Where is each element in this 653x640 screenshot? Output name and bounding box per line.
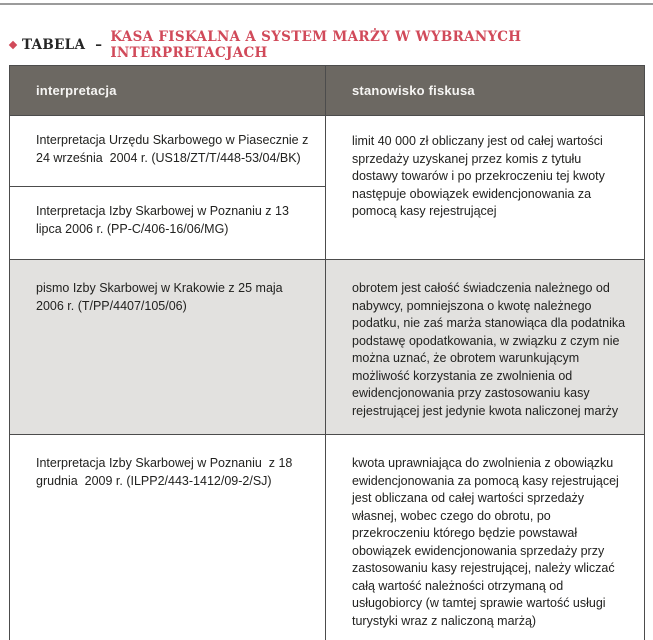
table-row xyxy=(10,260,645,435)
table-row xyxy=(10,435,645,640)
table-header-row xyxy=(10,66,645,116)
caption-title: KASA FISKALNA A SYSTEM MARŻY W WYBRANYCH INTERPRETACJACH xyxy=(110,29,522,61)
fiscal-position-cell: obrotem jest całość świadczenia należnego od nabywcy, pomniejszona o kwotę należnego podatku, nie zaś marża stanowiąca dla podatnika podstawę opodatkowania, w związku z czym nie można uznać, że obrotem warunkującym możliwość korzystania ze zwolnienia od ewidencjonowania przy zastosowaniu kasy rejestrującej jest jedynie kwota naliczonej marży xyxy=(326,260,645,435)
table-caption xyxy=(10,29,653,61)
interpretation-cell: Interpretacja Izby Skarbowej w Poznaniu z 13 lipca 2006 r. (PP-C/406-16/06/MG) xyxy=(10,187,326,260)
top-divider-rule xyxy=(0,3,653,5)
column-header-stanowisko-fiskusa: stanowisko fiskusa xyxy=(326,66,645,116)
interpretation-cell: Interpretacja Urzędu Skarbowego w Piasecznie z 24 września 2004 r. (US18/ZT/T/448-53/04/BK) xyxy=(10,116,326,187)
interpretation-cell: Interpretacja Izby Skarbowej w Poznaniu z 18 grudnia 2009 r. (ILPP2/443-1412/09-2/SJ) xyxy=(10,435,326,640)
interpretations-table xyxy=(9,65,645,640)
table-row xyxy=(10,116,645,187)
column-header-interpretacja: interpretacja xyxy=(10,66,326,116)
fiscal-position-cell: kwota uprawniająca do zwolnienia z obowiązku ewidencjonowania za pomocą kasy rejestrującej jest obliczana od całej wartości sprzedaży własnej, wobec czego do obrotu, po przekroczeniu którego będzie powstawał obowiązek ewidencjonowania sprzedaży przy zastosowaniu kasy rejestrującej, należy wliczać całą wartość należności otrzymaną od usługobiorcy (w tamtej sprawie wartość usługi turystyki wraz z naliczoną marżą) xyxy=(326,435,645,640)
diamond-bullet-icon xyxy=(9,41,17,49)
caption-label: TABELA xyxy=(22,37,86,53)
fiscal-position-cell-merged: limit 40 000 zł obliczany jest od całej wartości sprzedaży uzyskanej przez komis z tytułu dostawy towarów i po przekroczeniu tej kwoty następuje obowiązek ewidencjonowania za pomocą kasy rejestrującej xyxy=(326,116,645,260)
interpretation-cell: pismo Izby Skarbowej w Krakowie z 25 maja 2006 r. (T/PP/4407/105/06) xyxy=(10,260,326,435)
caption-separator: – xyxy=(95,37,103,53)
